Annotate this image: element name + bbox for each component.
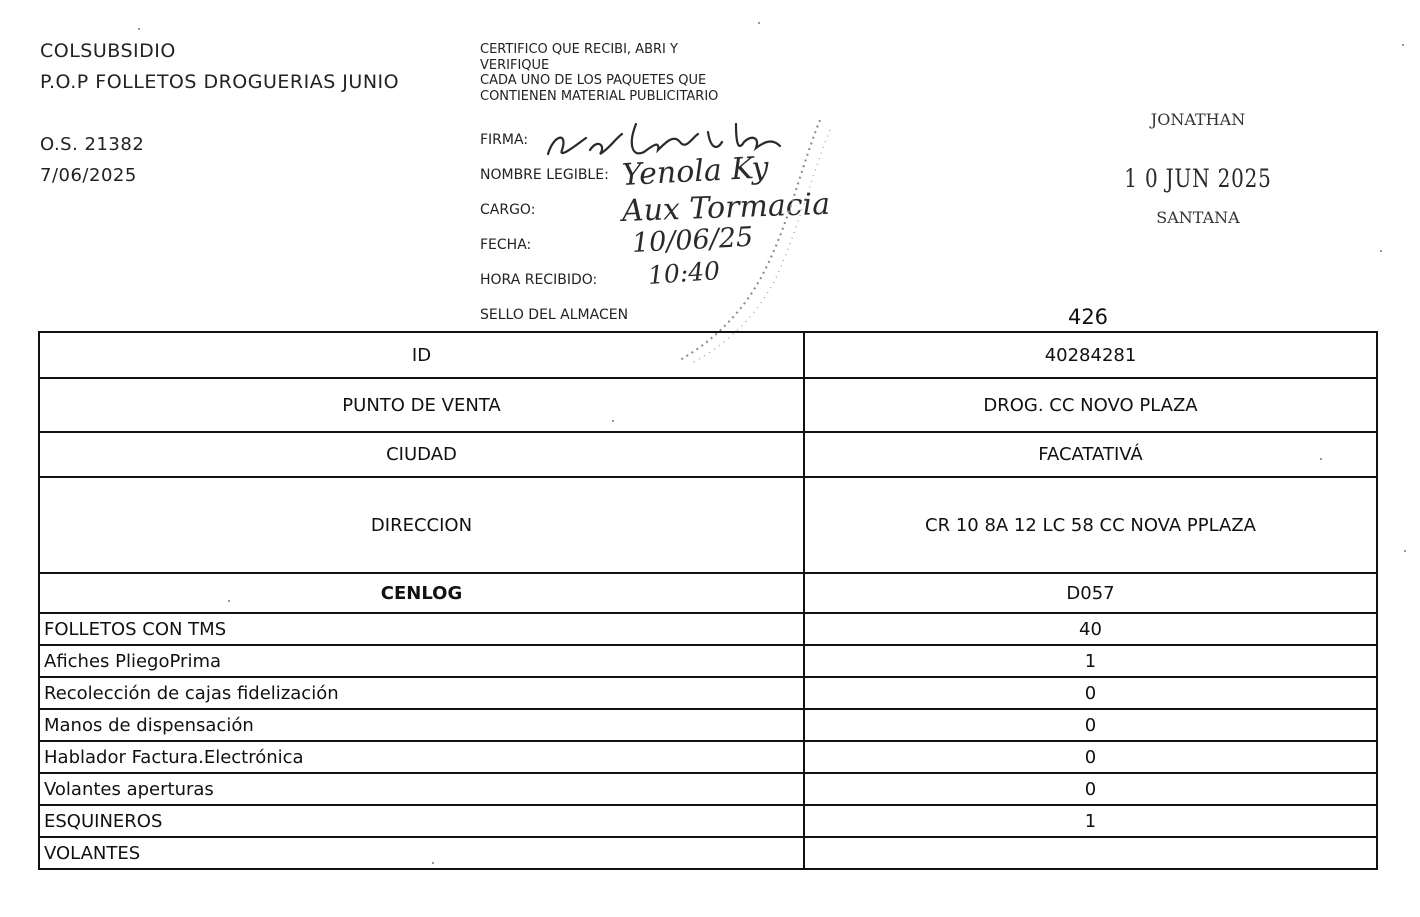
item-label: Hablador Factura.Electrónica — [40, 742, 805, 772]
stamp-date-wrap — [1068, 164, 1328, 193]
table-row — [40, 614, 1376, 646]
item-quantity: 0 — [1084, 746, 1097, 768]
label-nombre: NOMBRE LEGIBLE: — [480, 167, 609, 183]
certification-line: CADA UNO DE LOS PAQUETES QUE — [480, 73, 707, 88]
row-label: ID — [40, 333, 805, 377]
table-row — [40, 742, 1376, 774]
label-hora: HORA RECIBIDO: — [480, 272, 598, 288]
handwritten-cargo: Aux Tormacia — [621, 186, 831, 229]
item-quantity: 0 — [1084, 682, 1097, 704]
item-label: Manos de dispensación — [40, 710, 805, 740]
handwritten-fecha: 10/06/25 — [631, 221, 754, 259]
item-label: ESQUINEROS — [40, 806, 805, 836]
delivery-table — [38, 331, 1378, 870]
row-value: 40284281 — [1044, 344, 1137, 366]
label-fecha: FECHA: — [480, 237, 532, 253]
table-row — [40, 774, 1376, 806]
row-value: FACATATIVÁ — [1038, 444, 1143, 465]
scan-speck — [432, 862, 434, 864]
scan-speck — [1404, 550, 1406, 552]
item-quantity — [805, 838, 1376, 868]
item-label: Volantes aperturas — [40, 774, 805, 804]
scan-speck — [1320, 458, 1322, 460]
certification-text — [480, 42, 718, 104]
handwritten-name: Yenola Ky — [621, 150, 770, 193]
company-name: COLSUBSIDIO — [40, 40, 176, 62]
label-firma: FIRMA: — [480, 132, 529, 148]
scan-speck — [1380, 250, 1382, 252]
row-value: DROG. CC NOVO PLAZA — [983, 394, 1198, 416]
item-quantity: 1 — [1084, 810, 1097, 832]
label-cargo: CARGO: — [480, 202, 536, 218]
item-label: FOLLETOS CON TMS — [40, 614, 805, 644]
os-number: O.S. 21382 — [40, 134, 145, 155]
certification-line: CONTIENEN MATERIAL PUBLICITARIO — [480, 88, 719, 104]
table-row-ciudad — [40, 433, 1376, 478]
scan-speck — [138, 28, 140, 30]
table-row-direccion — [40, 478, 1376, 574]
certification-line: CERTIFICO QUE RECIBI, ABRI Y — [480, 42, 678, 57]
item-label: Afiches PliegoPrima — [40, 646, 805, 676]
table-row-punto-venta — [40, 379, 1376, 433]
row-label: DIRECCION — [40, 478, 805, 572]
handwritten-hora: 10:40 — [646, 256, 721, 290]
row-value: D057 — [1066, 582, 1115, 604]
item-label: Recolección de cajas fidelización — [40, 678, 805, 708]
row-label: PUNTO DE VENTA — [40, 379, 805, 431]
label-sello: SELLO DEL ALMACEN — [480, 307, 629, 323]
table-row — [40, 710, 1376, 742]
table-row — [40, 806, 1376, 838]
scan-speck — [758, 22, 760, 24]
table-row — [40, 646, 1376, 678]
table-row — [40, 838, 1376, 868]
row-label: CENLOG — [40, 574, 805, 612]
table-row-id — [40, 333, 1376, 379]
row-value: CR 10 8A 12 LC 58 CC NOVA PPLAZA — [925, 514, 1256, 536]
stamp-date: 1 0 JUN 2025 — [1124, 164, 1272, 193]
reference-number: 426 — [1067, 305, 1109, 329]
item-label: VOLANTES — [40, 838, 805, 868]
item-quantity: 0 — [1084, 714, 1097, 736]
item-quantity: 40 — [1079, 618, 1102, 640]
table-row — [40, 678, 1376, 710]
certification-line: VERIFIQUE — [480, 57, 550, 73]
scan-speck — [612, 420, 614, 422]
campaign-title: P.O.P FOLLETOS DROGUERIAS JUNIO — [40, 71, 400, 93]
item-quantity: 1 — [1084, 650, 1097, 672]
document-date: 7/06/2025 — [40, 165, 137, 186]
stamp-name-bottom: SANTANA — [1156, 208, 1240, 227]
row-label: CIUDAD — [40, 433, 805, 476]
table-row-cenlog — [40, 574, 1376, 614]
item-quantity: 0 — [1084, 778, 1097, 800]
stamp-name-top: JONATHAN — [1150, 110, 1246, 129]
scan-speck — [228, 600, 230, 602]
scan-speck — [1402, 44, 1404, 46]
